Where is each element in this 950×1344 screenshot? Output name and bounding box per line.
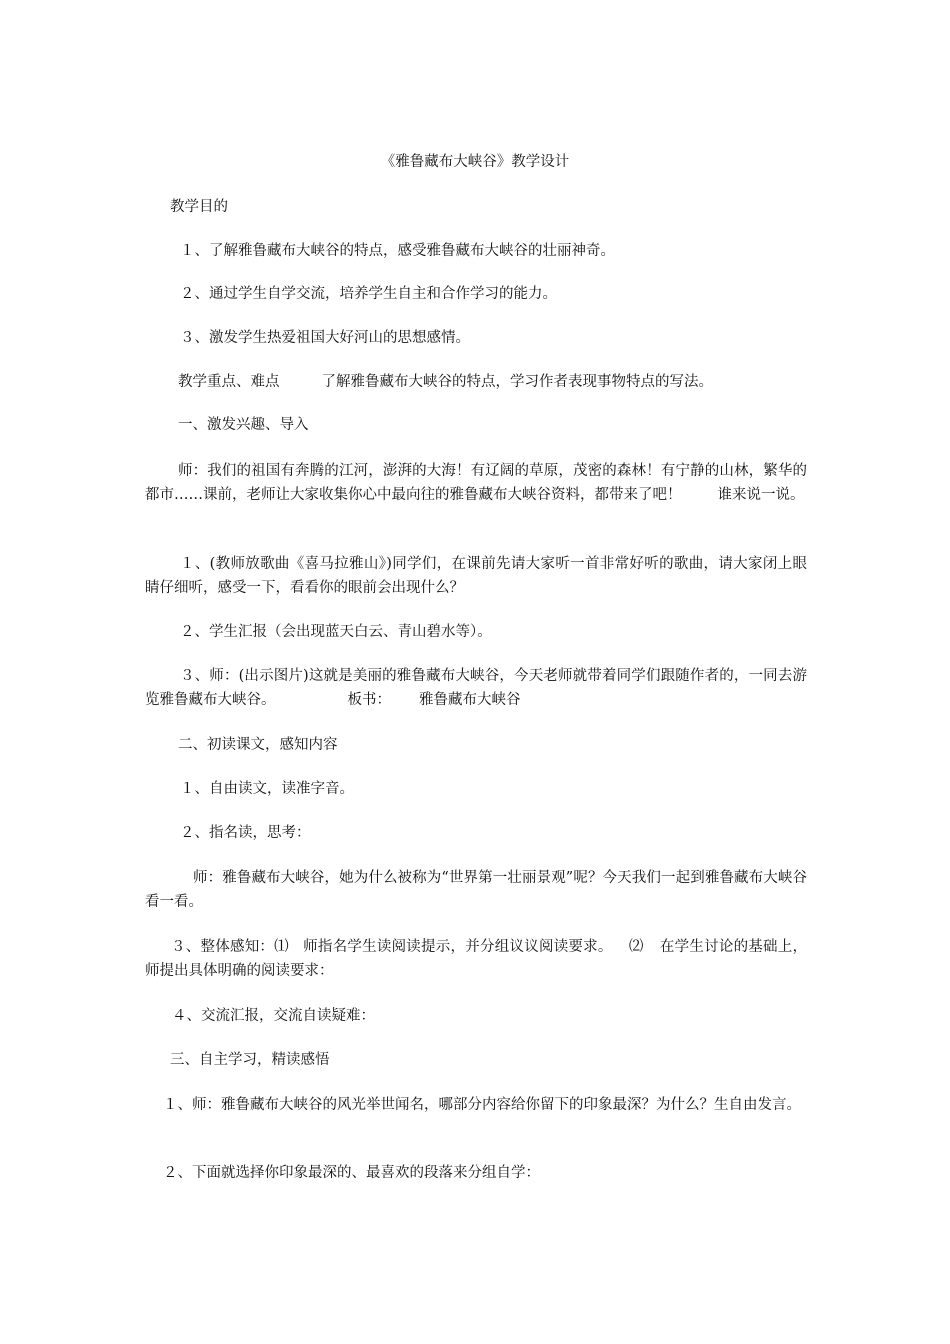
blackboard-text: 雅鲁藏布大峡谷 [419,692,521,708]
section-1-item-3 [145,664,807,712]
section-1-item-1: １、(教师放歌曲《喜马拉雅山》)同学们，在课前先请大家听一首非常好听的歌曲，请大家闭上眼睛仔细听，感受一下，看看你的眼前会出现什么？ [145,556,807,596]
goal-item-1: １、了解雅鲁藏布大峡谷的特点，感受雅鲁藏布大峡谷的壮丽神奇。 [180,243,615,259]
section-2-item-3-marker-2: ⑵ [628,939,644,955]
section-1-intro-text: 师：我们的祖国有奔腾的江河，澎湃的大海！有辽阔的草原，茂密的森林！有宁静的山林，繁华的都市……课前，老师让大家收集你心中最向往的雅鲁藏布大峡谷资料，都带来了吧！ [145,463,807,503]
section-3-item-2: ２、下面就选择你印象最深的、最喜欢的段落来分组自学： [163,1165,540,1181]
goals-heading: 教学目的 [170,199,228,215]
section-3-item-1: １、师：雅鲁藏布大峡谷的风光举世闻名，哪部分内容给你留下的印象最深？为什么？生自由发言。 [163,1097,801,1113]
document-title: 《雅鲁藏布大峡谷》教学设计 [380,154,570,170]
section-1-intro-prompt: 谁来说一说。 [717,487,805,503]
section-2-item-3-label: ３、整体感知：⑴ [171,939,289,955]
section-heading-3: 三、自主学习，精读感悟 [170,1052,330,1068]
key-points-text: 了解雅鲁藏布大峡谷的特点，学习作者表现事物特点的写法。 [321,374,713,390]
key-points-label: 教学重点、难点 [178,374,280,390]
section-1-item-2: ２、学生汇报（会出现蓝天白云、青山碧水等）。 [180,624,492,640]
section-2-teacher-question: 师：雅鲁藏布大峡谷，她为什么被称为“世界第一壮丽景观”呢？今天我们一起到雅鲁藏布大峡谷看一看。 [145,870,807,910]
section-2-item-3 [145,935,807,983]
section-2-item-4: ４、交流汇报，交流自读疑难： [172,1008,375,1024]
blackboard-label: 板书： [347,692,391,708]
section-1-intro [145,459,807,507]
section-heading-1: 一、激发兴趣、导入 [178,417,309,433]
section-1-item-3-text: ３、师：(出示图片)这就是美丽的雅鲁藏布大峡谷，今天老师就带着同学们跟随作者的，一同去游览雅鲁藏布大峡谷。 [145,668,807,708]
key-points-line [178,370,713,394]
goal-item-3: ３、激发学生热爱祖国大好河山的思想感情。 [180,330,470,346]
section-heading-2: 二、初读课文，感知内容 [178,737,338,753]
section-2-item-3-step-2: 在学生讨论的基础上，师提出具体明确的阅读要求： [145,939,808,979]
section-2-item-2: ２、指名读，思考： [180,825,311,841]
section-2-item-3-step-1: 师指名学生读阅读提示，并分组议议阅读要求。 [302,939,613,955]
goal-item-2: ２、通过学生自学交流，培养学生自主和合作学习的能力。 [180,286,557,302]
section-2-item-1: １、自由读文，读准字音。 [180,781,354,797]
